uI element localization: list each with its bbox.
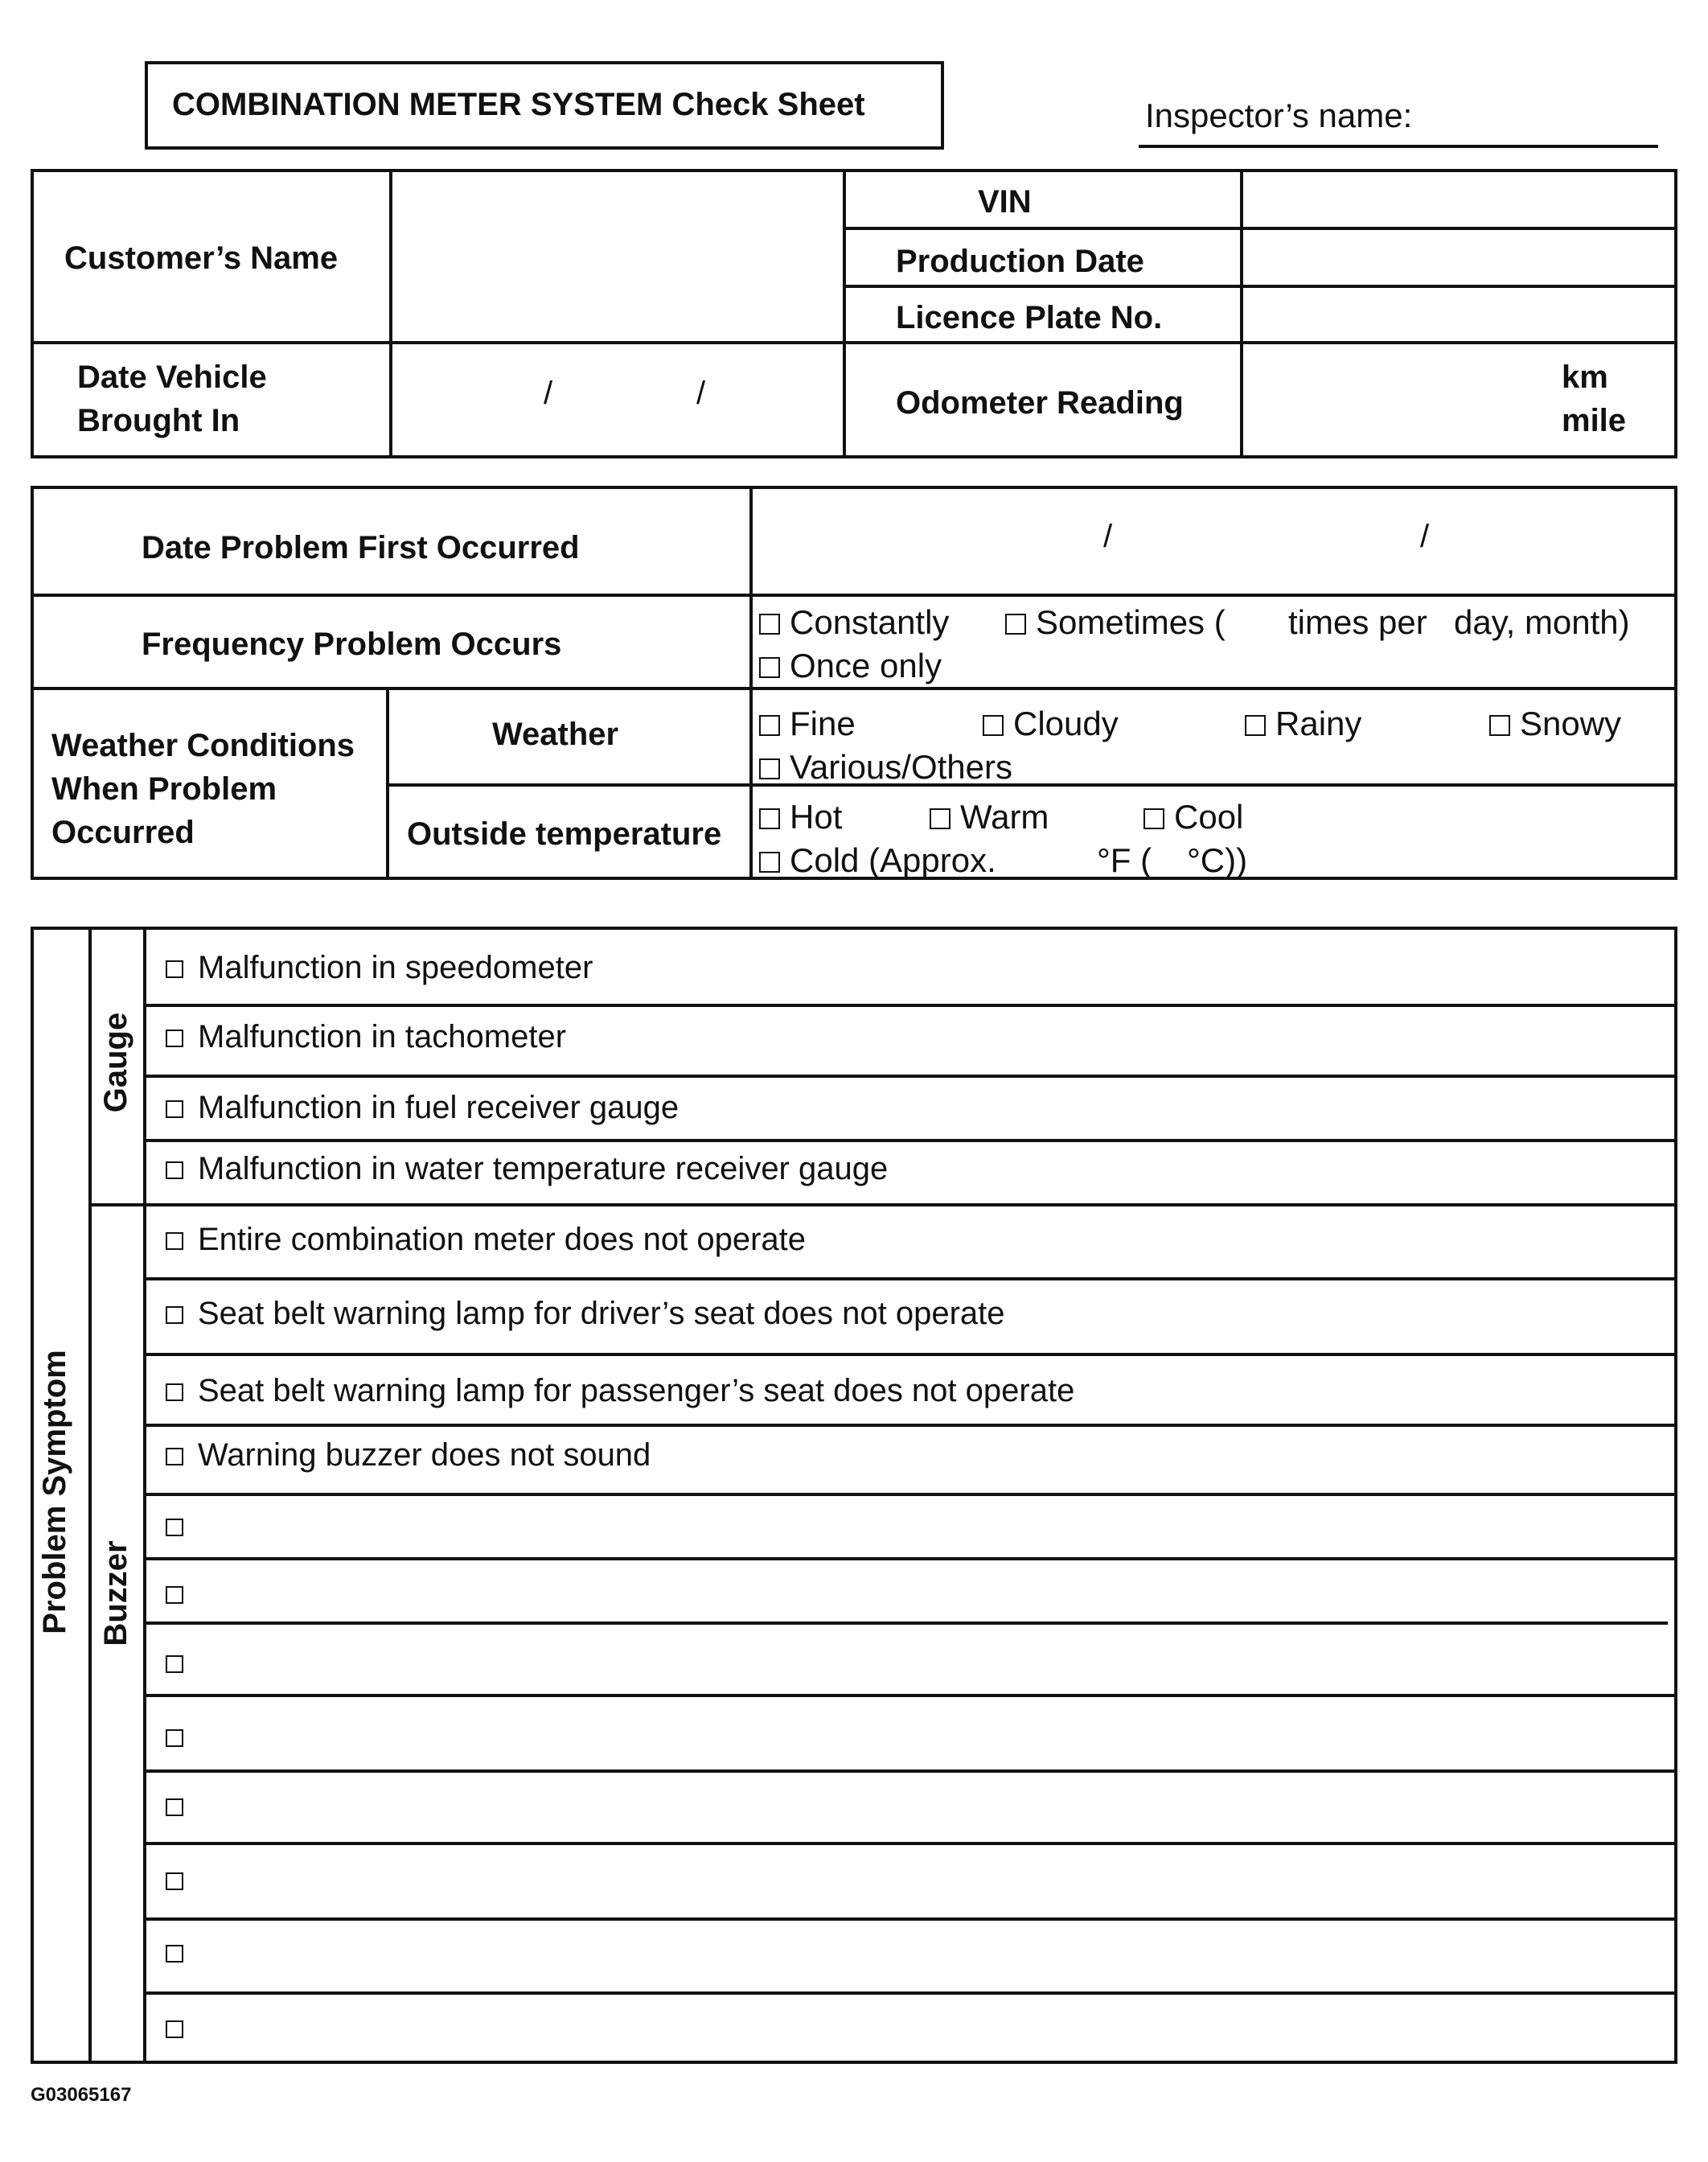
- weather-snowy-label: Snowy: [1520, 705, 1622, 742]
- checkbox-icon[interactable]: [759, 758, 780, 779]
- weather-conditions-label-2: When Problem: [51, 771, 277, 807]
- odometer-label: Odometer Reading: [896, 385, 1184, 421]
- unit-mile: mile: [1562, 403, 1627, 438]
- freq-once-label: Once only: [790, 647, 942, 684]
- checkbox-icon[interactable]: [166, 1161, 183, 1179]
- buzzer-item-driver-seat-belt[interactable]: [166, 1295, 1005, 1332]
- licence-plate-field[interactable]: [1246, 290, 1671, 338]
- freq-day-month: day, month): [1454, 603, 1630, 641]
- weather-various-label: Various/Others: [790, 748, 1012, 786]
- freq-once-option[interactable]: [759, 647, 942, 685]
- freq-constantly-option[interactable]: [759, 603, 949, 642]
- gauge-item-speedometer[interactable]: [166, 949, 593, 986]
- item-label: Malfunction in fuel receiver gauge: [198, 1090, 680, 1125]
- checkbox-icon[interactable]: [930, 808, 950, 829]
- figure-code: G03065167: [31, 2084, 132, 2106]
- buzzer-item-passenger-seat-belt[interactable]: [166, 1372, 1074, 1409]
- item-label: Seat belt warning lamp for passenger’s seat does not operate: [198, 1373, 1075, 1408]
- temp-cool-label: Cool: [1174, 798, 1244, 836]
- date-first-slash-2: /: [1420, 519, 1430, 554]
- buzzer-item-entire-meter[interactable]: [166, 1221, 806, 1258]
- frequency-label: Frequency Problem Occurs: [142, 627, 562, 662]
- item-label: Malfunction in water temperature receiver gauge: [198, 1151, 889, 1186]
- odometer-field[interactable]: [1246, 347, 1552, 452]
- temp-hot-option[interactable]: [759, 798, 842, 836]
- checkbox-icon[interactable]: [1143, 808, 1164, 829]
- checkbox-icon[interactable]: [166, 1945, 183, 1963]
- weather-rainy-option[interactable]: [1245, 705, 1361, 743]
- inspector-name-label: Inspector’s name:: [1145, 97, 1413, 134]
- checkbox-icon[interactable]: [166, 1100, 183, 1118]
- checkbox-icon[interactable]: [759, 852, 780, 873]
- item-label: Warning buzzer does not sound: [198, 1437, 651, 1473]
- blank-item-6[interactable]: [166, 1861, 198, 1898]
- temp-warm-option[interactable]: [930, 798, 1049, 836]
- checkbox-icon[interactable]: [166, 2020, 183, 2038]
- unit-km: km: [1562, 360, 1608, 395]
- checkbox-icon[interactable]: [166, 1030, 183, 1047]
- freq-constantly-label: Constantly: [790, 603, 950, 641]
- vin-field[interactable]: [1246, 174, 1671, 224]
- problem-symptom-label: Problem Symptom: [37, 1350, 72, 1634]
- checkbox-icon[interactable]: [1489, 715, 1510, 736]
- buzzer-label: Buzzer: [98, 1540, 133, 1646]
- checkbox-icon[interactable]: [759, 808, 780, 829]
- outside-temperature-label: Outside temperature: [407, 816, 722, 852]
- blank-item-1[interactable]: [166, 1507, 198, 1544]
- temp-fahrenheit: °F (: [1097, 841, 1152, 879]
- blank-item-5[interactable]: [166, 1787, 198, 1824]
- checkbox-icon[interactable]: [983, 715, 1004, 736]
- temp-celsius: °C)): [1187, 841, 1248, 879]
- customer-name-label: Customer’s Name: [64, 240, 339, 276]
- production-date-label: Production Date: [896, 244, 1144, 279]
- checkbox-icon[interactable]: [166, 960, 183, 978]
- customer-name-field[interactable]: [396, 175, 838, 336]
- checkbox-icon[interactable]: [759, 715, 780, 736]
- buzzer-item-warning-buzzer[interactable]: [166, 1437, 651, 1474]
- date-brought-in-label-1: Date Vehicle: [77, 360, 267, 395]
- gauge-item-water-temp[interactable]: [166, 1150, 888, 1187]
- item-label: Seat belt warning lamp for driver’s seat does not operate: [198, 1296, 1005, 1331]
- gauge-item-tachometer[interactable]: [166, 1018, 566, 1055]
- weather-conditions-label-3: Occurred: [51, 815, 195, 850]
- checkbox-icon[interactable]: [1005, 614, 1026, 635]
- checkbox-icon[interactable]: [166, 1383, 183, 1401]
- gauge-item-fuel[interactable]: [166, 1089, 679, 1126]
- date-brought-in-field[interactable]: [396, 347, 838, 452]
- checkbox-icon[interactable]: [166, 1519, 183, 1536]
- checkbox-icon[interactable]: [759, 614, 780, 635]
- date-first-slash-1: /: [1103, 519, 1113, 554]
- date-slash-2: /: [696, 376, 706, 411]
- date-slash-1: /: [544, 376, 553, 411]
- item-label: Malfunction in speedometer: [198, 950, 593, 985]
- temp-cold-option[interactable]: [759, 841, 996, 880]
- weather-cloudy-option[interactable]: [983, 705, 1119, 743]
- production-date-field[interactable]: [1246, 232, 1671, 282]
- blank-item-2[interactable]: [166, 1575, 198, 1612]
- weather-fine-label: Fine: [790, 705, 856, 742]
- blank-item-4[interactable]: [166, 1718, 198, 1755]
- weather-cloudy-label: Cloudy: [1013, 705, 1119, 742]
- blank-item-3[interactable]: [166, 1644, 198, 1681]
- checkbox-icon[interactable]: [759, 657, 780, 678]
- weather-label: Weather: [492, 717, 619, 752]
- temp-cool-option[interactable]: [1143, 798, 1243, 836]
- item-label: Entire combination meter does not operate: [198, 1222, 806, 1257]
- item-label: Malfunction in tachometer: [198, 1019, 567, 1054]
- freq-sometimes-option[interactable]: [1005, 603, 1226, 642]
- gauge-label: Gauge: [98, 1012, 133, 1113]
- checkbox-icon[interactable]: [166, 1798, 183, 1816]
- weather-various-option[interactable]: [759, 748, 1012, 787]
- checkbox-icon[interactable]: [166, 1306, 183, 1324]
- vin-label: VIN: [978, 184, 1032, 220]
- freq-times-per: times per: [1288, 603, 1427, 641]
- date-first-occurred-label: Date Problem First Occurred: [142, 530, 580, 565]
- weather-conditions-label-1: Weather Conditions: [51, 728, 355, 763]
- checkbox-icon[interactable]: [1245, 715, 1266, 736]
- checkbox-icon[interactable]: [166, 1448, 183, 1465]
- checkbox-icon[interactable]: [166, 1655, 183, 1673]
- blank-item-7[interactable]: [166, 1934, 198, 1971]
- checkbox-icon[interactable]: [166, 1872, 183, 1890]
- temp-cold-label: Cold (Approx.: [790, 841, 996, 879]
- checkbox-icon[interactable]: [166, 1232, 183, 1250]
- weather-rainy-label: Rainy: [1275, 705, 1362, 742]
- licence-plate-label: Licence Plate No.: [896, 300, 1163, 335]
- inspector-name-line[interactable]: [1139, 145, 1658, 148]
- page-title: COMBINATION METER SYSTEM Check Sheet: [172, 87, 865, 122]
- blank-item-8[interactable]: [166, 2009, 198, 2046]
- checkbox-icon[interactable]: [166, 1729, 183, 1747]
- date-brought-in-label-2: Brought In: [77, 403, 240, 438]
- temp-hot-label: Hot: [790, 798, 843, 836]
- weather-fine-option[interactable]: [759, 705, 856, 743]
- weather-snowy-option[interactable]: [1489, 705, 1621, 743]
- checkbox-icon[interactable]: [166, 1586, 183, 1604]
- freq-sometimes-label: Sometimes (: [1036, 603, 1226, 641]
- temp-warm-label: Warm: [960, 798, 1049, 836]
